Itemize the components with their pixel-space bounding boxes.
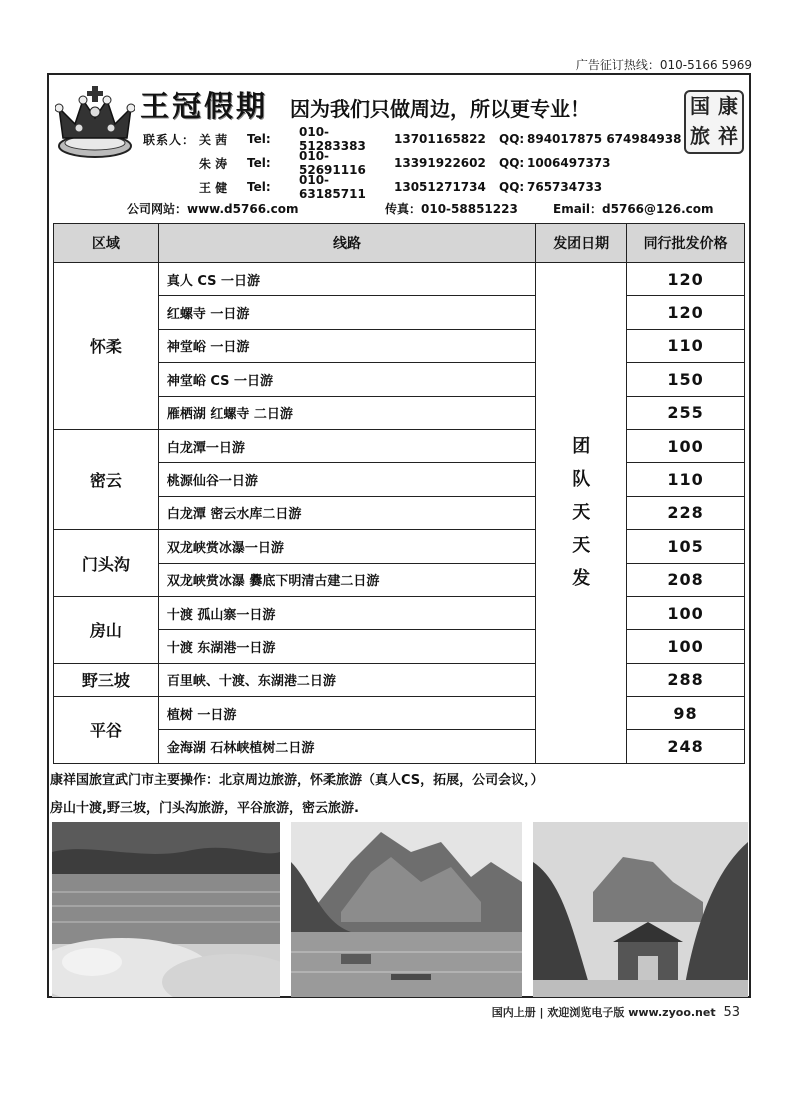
contact-mobile: 13391922602 (394, 156, 486, 170)
tel-label: Tel: (247, 156, 271, 170)
route-cell: 神堂峪 一日游 (158, 329, 535, 362)
footer-text[interactable]: 国内上册 | 欢迎浏览电子版 www.zyoo.net (491, 1006, 716, 1019)
table-row (54, 663, 745, 696)
route-cell: 十渡 孤山寨一日游 (158, 596, 535, 629)
route-cell: 双龙峡赏冰瀑一日游 (158, 530, 535, 563)
contact-tel: 010-51283383 (299, 125, 366, 153)
kangxiang-seal-logo (684, 90, 744, 154)
region-cell: 房山 (54, 596, 159, 663)
ad-hotline: 广告征订热线：010-5166 5969 (575, 58, 752, 72)
company-fax: 传真：010-58851223 (385, 202, 518, 216)
price-cell: 100 (627, 596, 745, 629)
price-cell: 110 (627, 463, 745, 496)
seal-char: 康 (718, 94, 738, 118)
header-departure: 发团日期 (536, 224, 627, 263)
tel-label: Tel: (247, 180, 271, 194)
note-line: 房山十渡,野三坡，门头沟旅游，平谷旅游，密云旅游. (50, 801, 359, 816)
price-cell: 288 (627, 663, 745, 696)
contact-row (135, 175, 681, 199)
region-cell: 野三坡 (54, 663, 159, 696)
route-cell: 双龙峡赏冰瀑 爨底下明清古建二日游 (158, 563, 535, 596)
table-row (54, 263, 745, 296)
qq-label: QQ: (499, 132, 525, 146)
header-region: 区域 (54, 224, 159, 263)
region-cell: 平谷 (54, 697, 159, 764)
route-cell: 神堂峪 CS 一日游 (158, 363, 535, 396)
crown-logo-icon (55, 86, 135, 160)
qq-label: QQ: (499, 156, 525, 170)
table-row (54, 697, 745, 730)
region-cell: 密云 (54, 429, 159, 529)
departure-char: 发 (572, 568, 591, 590)
tel-label: Tel: (247, 132, 271, 146)
table-row (54, 530, 745, 563)
business-note (50, 767, 750, 823)
header-route: 线路 (158, 224, 535, 263)
route-cell: 百里峡、十渡、东湖港二日游 (158, 663, 535, 696)
contact-qq: 1006497373 (527, 156, 611, 170)
route-cell: 真人 CS 一日游 (158, 263, 535, 296)
route-cell: 白龙潭一日游 (158, 429, 535, 462)
brand-slogan: 因为我们只做周边，所以更专业！ (290, 97, 590, 121)
table-row (54, 429, 745, 462)
company-email[interactable]: Email：d5766@126.com (553, 202, 714, 216)
contact-name: 关 茜 (199, 132, 228, 147)
contact-name: 朱 涛 (199, 156, 228, 171)
price-cell: 100 (627, 630, 745, 663)
price-cell: 228 (627, 496, 745, 529)
departure-char: 团 (572, 436, 591, 458)
header-price: 同行批发价格 (627, 224, 745, 263)
mountain-river-photo (291, 822, 522, 997)
price-cell: 110 (627, 329, 745, 362)
route-price-table (53, 223, 745, 764)
route-cell: 白龙潭 密云水库二日游 (158, 496, 535, 529)
contact-tel: 010-52691116 (299, 149, 366, 177)
route-cell: 红螺寺 一日游 (158, 296, 535, 329)
price-cell: 105 (627, 530, 745, 563)
contact-list (135, 127, 681, 199)
note-line: 康祥国旅宣武门市主要操作：北京周边旅游，怀柔旅游（真人CS，拓展，公司会议，） (50, 773, 544, 788)
departure-char: 天 (572, 502, 591, 524)
departure-cell (536, 263, 627, 764)
price-cell: 150 (627, 363, 745, 396)
price-cell: 120 (627, 263, 745, 296)
table-row (54, 596, 745, 629)
region-cell: 门头沟 (54, 530, 159, 597)
contact-row (135, 127, 681, 151)
route-cell: 植树 一日游 (158, 697, 535, 730)
qq-label: QQ: (499, 180, 525, 194)
price-cell: 248 (627, 730, 745, 763)
price-cell: 98 (627, 697, 745, 730)
gate-hill-photo (533, 822, 748, 997)
route-cell: 桃源仙谷一日游 (158, 463, 535, 496)
seal-char: 旅 (690, 124, 710, 148)
page-footer (492, 1004, 740, 1020)
price-cell: 120 (627, 296, 745, 329)
company-website[interactable]: 公司网站：www.d5766.com (127, 202, 299, 216)
contact-qq: 765734733 (527, 180, 603, 194)
route-cell: 金海湖 石林峡植树二日游 (158, 730, 535, 763)
route-cell: 雁栖湖 红螺寺 二日游 (158, 396, 535, 429)
table-header-row (54, 224, 745, 263)
departure-char: 天 (572, 535, 591, 557)
contact-qq: 894017875 674984938 (527, 132, 682, 146)
price-cell: 255 (627, 396, 745, 429)
price-cell: 100 (627, 429, 745, 462)
price-cell: 208 (627, 563, 745, 596)
route-cell: 十渡 东湖港一日游 (158, 630, 535, 663)
brand-name: 王冠假期 (140, 89, 269, 123)
page-number: 53 (723, 1005, 740, 1020)
contact-row (135, 151, 681, 175)
contact-label: 联系人： (142, 132, 195, 147)
lake-photo (52, 822, 280, 997)
contact-tel: 010-63185711 (299, 173, 366, 201)
seal-char: 国 (690, 94, 710, 118)
contact-name: 王 健 (199, 180, 228, 195)
contact-mobile: 13701165822 (394, 132, 486, 146)
departure-char: 队 (572, 469, 591, 491)
seal-char: 祥 (718, 124, 738, 148)
contact-mobile: 13051271734 (394, 180, 486, 194)
region-cell: 怀柔 (54, 263, 159, 430)
